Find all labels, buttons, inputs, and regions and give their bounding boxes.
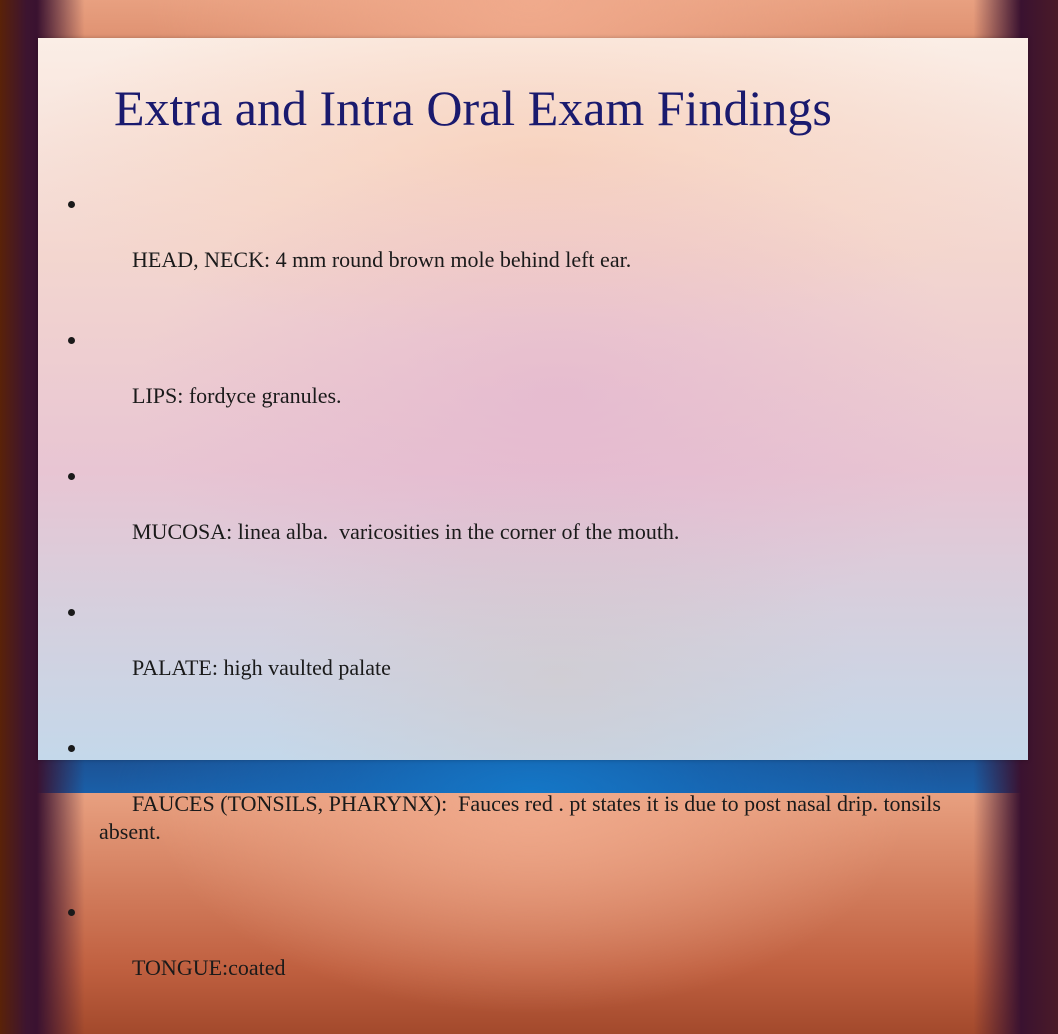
bullet-icon (68, 609, 75, 616)
bullet-icon (68, 909, 75, 916)
list-item (68, 190, 988, 302)
list-item (68, 734, 988, 874)
bullet-text: TONGUE:coated (132, 955, 286, 980)
list-item (68, 898, 988, 1010)
list-item (68, 462, 988, 574)
bullet-text: PALATE: high vaulted palate (132, 655, 391, 680)
bullet-text: MUCOSA: linea alba. varicosities in the corner of the mouth. (132, 519, 680, 544)
slide-panel (38, 38, 1028, 980)
bullet-icon (68, 473, 75, 480)
bullet-icon (68, 337, 75, 344)
bullet-icon (68, 745, 75, 752)
bullet-text: HEAD, NECK: 4 mm round brown mole behind left ear. (132, 247, 632, 272)
bullet-list (68, 190, 988, 1034)
list-item (68, 598, 988, 710)
bullet-icon (68, 201, 75, 208)
list-item (68, 326, 988, 438)
bullet-text: FAUCES (TONSILS, PHARYNX): Fauces red . pt states it is due to post nasal drip. tonsils absent. (99, 791, 947, 844)
slide-title: Extra and Intra Oral Exam Findings (114, 80, 832, 136)
bullet-text: LIPS: fordyce granules. (132, 383, 342, 408)
